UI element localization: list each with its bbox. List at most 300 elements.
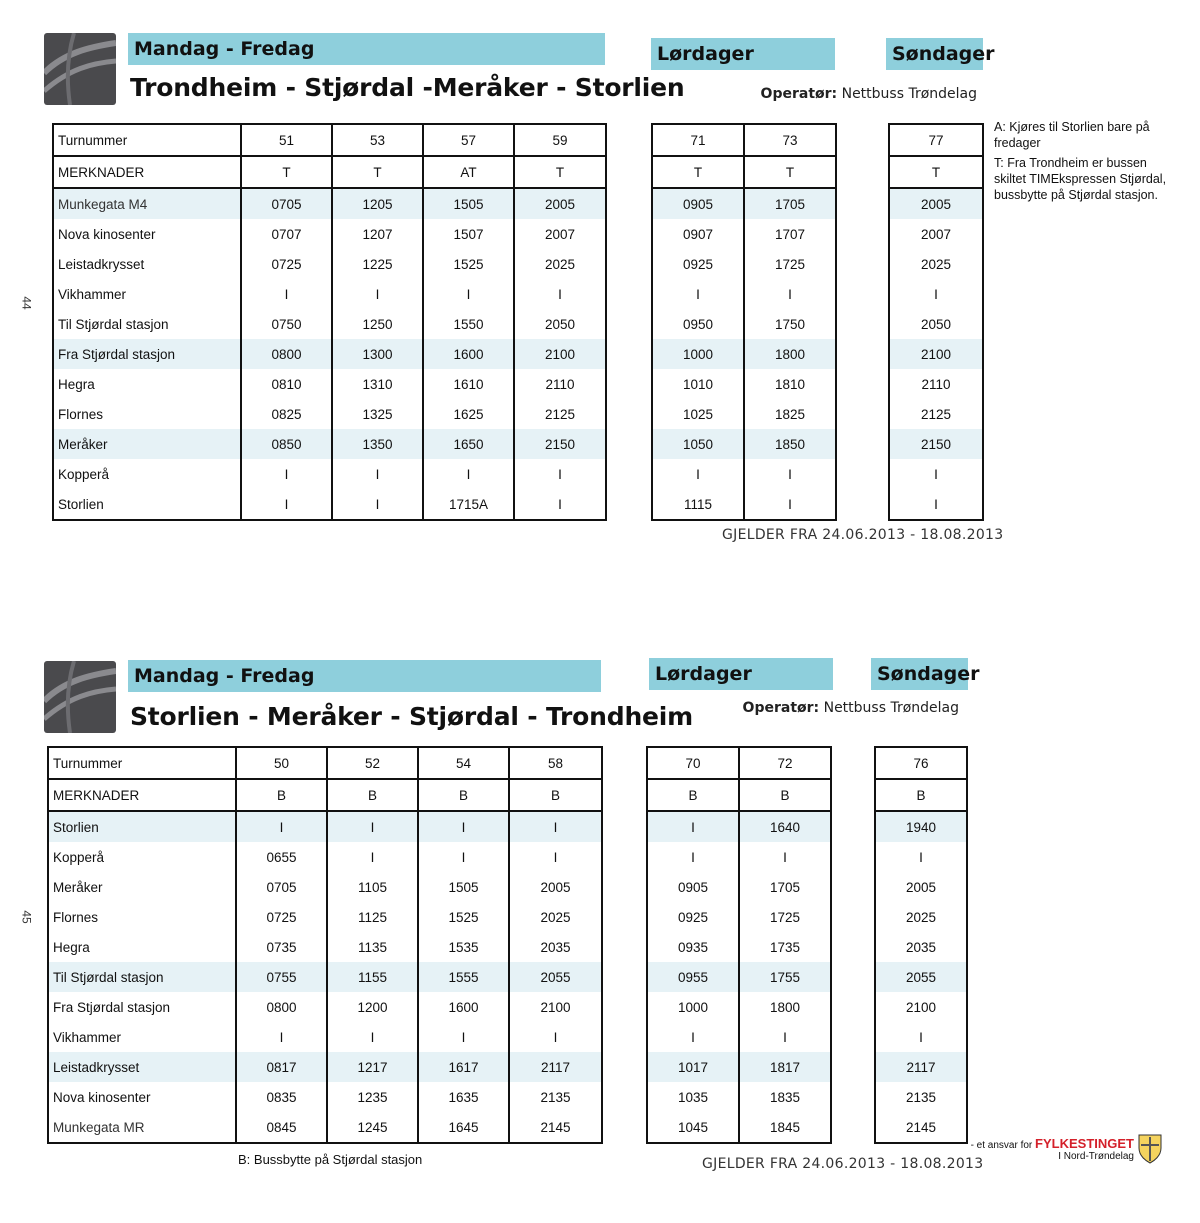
operator-label: Operatør:: [760, 86, 838, 102]
table-row: [53, 279, 606, 309]
table-row: [652, 249, 836, 279]
departure-time: 2025: [889, 249, 983, 279]
note-a: A: Kjøres til Storlien bare på fredager: [994, 120, 1150, 150]
departure-time: 0735: [236, 932, 327, 962]
departure-time: 1217: [327, 1052, 418, 1082]
departure-time: I: [744, 489, 836, 520]
departure-time: 1705: [744, 188, 836, 219]
departure-time: I: [509, 811, 602, 842]
departure-time: 2050: [889, 309, 983, 339]
departure-time: I: [875, 842, 967, 872]
departure-time: 1300: [332, 339, 423, 369]
remarks-row: [652, 156, 836, 188]
departure-time: 1800: [744, 339, 836, 369]
departure-time: I: [236, 1022, 327, 1052]
table-row: [652, 459, 836, 489]
logo: [44, 661, 116, 733]
departure-time: 0905: [647, 872, 739, 902]
departure-time: 1617: [418, 1052, 509, 1082]
stop-name: Vikhammer: [48, 1022, 236, 1052]
departure-time: 0925: [652, 249, 744, 279]
departure-time: 1635: [418, 1082, 509, 1112]
stop-name: Hegra: [53, 369, 241, 399]
departure-time: 2005: [509, 872, 602, 902]
departure-time: 2025: [514, 249, 606, 279]
stop-name: Fra Stjørdal stasjon: [48, 992, 236, 1022]
table-row: [875, 1112, 967, 1143]
table-row: [652, 399, 836, 429]
stop-name: Til Stjørdal stasjon: [53, 309, 241, 339]
departure-time: 0817: [236, 1052, 327, 1082]
table-row: [652, 279, 836, 309]
departure-time: 0707: [241, 219, 332, 249]
departure-time: 0907: [652, 219, 744, 249]
logo: [44, 33, 116, 105]
departure-time: 1735: [739, 932, 831, 962]
departure-time: 2055: [509, 962, 602, 992]
run-number: 76: [875, 747, 967, 779]
row-label: Turnummer: [48, 747, 236, 779]
stop-name: Storlien: [48, 811, 236, 842]
table-row: [647, 1052, 831, 1082]
departure-time: 1205: [332, 188, 423, 219]
remark-code: B: [509, 779, 602, 811]
departure-time: 1105: [327, 872, 418, 902]
departure-time: I: [514, 489, 606, 520]
table-row: [53, 249, 606, 279]
table-row: [647, 992, 831, 1022]
departure-time: 1200: [327, 992, 418, 1022]
table-row: [48, 1022, 602, 1052]
table-row: [875, 842, 967, 872]
stop-name: Flornes: [48, 902, 236, 932]
departure-time: 0925: [647, 902, 739, 932]
departure-time: 2145: [875, 1112, 967, 1143]
stop-name: Fra Stjørdal stasjon: [53, 339, 241, 369]
departure-time: I: [241, 489, 332, 520]
table-row: [875, 992, 967, 1022]
remark-code: B: [875, 779, 967, 811]
departure-time: 2025: [875, 902, 967, 932]
departure-time: 1817: [739, 1052, 831, 1082]
departure-time: 1245: [327, 1112, 418, 1143]
stop-name: Kopperå: [53, 459, 241, 489]
remark-code: B: [739, 779, 831, 811]
departure-time: I: [423, 459, 514, 489]
departure-time: 1310: [332, 369, 423, 399]
departure-time: 0935: [647, 932, 739, 962]
run-number: 70: [647, 747, 739, 779]
stop-name: Flornes: [53, 399, 241, 429]
table-row: [875, 1052, 967, 1082]
sunday-header: Søndager: [871, 658, 968, 690]
coat-of-arms-icon: [1138, 1134, 1162, 1164]
run-number-row: [652, 124, 836, 156]
departure-time: 2055: [875, 962, 967, 992]
operator-label: Operatør:: [742, 700, 820, 716]
run-number: 58: [509, 747, 602, 779]
weekday-header: Mandag - Fredag: [128, 33, 605, 65]
table-row: [53, 459, 606, 489]
table-row: [875, 932, 967, 962]
departure-time: 1250: [332, 309, 423, 339]
run-number-row: [48, 747, 602, 779]
table-row: [647, 932, 831, 962]
stop-name: Storlien: [53, 489, 241, 520]
remarks-row: [889, 156, 983, 188]
departure-time: I: [509, 1022, 602, 1052]
departure-time: I: [514, 279, 606, 309]
departure-time: 1125: [327, 902, 418, 932]
departure-time: 1800: [739, 992, 831, 1022]
departure-time: I: [647, 1022, 739, 1052]
operator-name: Nettbuss Trøndelag: [841, 86, 977, 102]
departure-time: 0850: [241, 429, 332, 459]
departure-time: I: [889, 489, 983, 520]
table-row: [889, 279, 983, 309]
remark-code: T: [514, 156, 606, 188]
departure-time: 1715A: [423, 489, 514, 520]
route-title: Storlien - Meråker - Stjørdal - Trondheim: [130, 702, 694, 731]
table-row: [652, 369, 836, 399]
departure-time: I: [739, 1022, 831, 1052]
departure-time: 2117: [509, 1052, 602, 1082]
departure-time: 1135: [327, 932, 418, 962]
remarks-row: [875, 779, 967, 811]
departure-time: 1645: [418, 1112, 509, 1143]
departure-time: 2117: [875, 1052, 967, 1082]
run-number: 57: [423, 124, 514, 156]
table-row: [652, 309, 836, 339]
sunday-header: Søndager: [886, 38, 983, 70]
departure-time: 2035: [509, 932, 602, 962]
departure-time: I: [418, 1022, 509, 1052]
remark-code: B: [236, 779, 327, 811]
table-row: [889, 369, 983, 399]
departure-time: 1505: [418, 872, 509, 902]
departure-time: 2007: [514, 219, 606, 249]
departure-time: I: [647, 811, 739, 842]
operator-line: [742, 700, 959, 716]
departure-time: 0705: [241, 188, 332, 219]
departure-time: 1845: [739, 1112, 831, 1143]
run-number: 51: [241, 124, 332, 156]
stop-name: Kopperå: [48, 842, 236, 872]
table-row: [889, 339, 983, 369]
table-row: [647, 872, 831, 902]
table-row: [53, 369, 606, 399]
departure-time: I: [739, 842, 831, 872]
remark-code: AT: [423, 156, 514, 188]
run-number-row: [875, 747, 967, 779]
departure-time: I: [744, 279, 836, 309]
table-row: [48, 872, 602, 902]
departure-time: I: [332, 279, 423, 309]
departure-time: I: [514, 459, 606, 489]
departure-time: I: [652, 459, 744, 489]
remarks-row: [53, 156, 606, 188]
footnote-b: B: Bussbytte på Stjørdal stasjon: [238, 1152, 423, 1167]
table-row: [48, 1082, 602, 1112]
remarks-row: [647, 779, 831, 811]
saturday-header: Lørdager: [649, 658, 833, 690]
departure-time: 0810: [241, 369, 332, 399]
stop-name: Munkegata MR: [48, 1112, 236, 1143]
departure-time: 1835: [739, 1082, 831, 1112]
stop-name: Hegra: [48, 932, 236, 962]
table-row: [48, 1112, 602, 1143]
run-number: 53: [332, 124, 423, 156]
table-row: [889, 489, 983, 520]
run-number: 52: [327, 747, 418, 779]
table-row: [889, 309, 983, 339]
departure-time: I: [889, 279, 983, 309]
departure-time: I: [332, 459, 423, 489]
departure-time: 0800: [241, 339, 332, 369]
table-row: [48, 992, 602, 1022]
departure-time: 1045: [647, 1112, 739, 1143]
remark-code: B: [327, 779, 418, 811]
table-row: [53, 188, 606, 219]
remark-code: B: [647, 779, 739, 811]
departure-time: 0905: [652, 188, 744, 219]
departure-time: 2025: [509, 902, 602, 932]
table-row: [875, 872, 967, 902]
table-row: [652, 339, 836, 369]
departure-time: 1755: [739, 962, 831, 992]
departure-time: 2005: [514, 188, 606, 219]
departure-time: 1535: [418, 932, 509, 962]
stop-name: Meråker: [48, 872, 236, 902]
table-row: [889, 219, 983, 249]
departure-time: 1525: [418, 902, 509, 932]
run-number: 54: [418, 747, 509, 779]
timetable-saturday: [651, 123, 837, 521]
table-row: [48, 902, 602, 932]
departure-time: 0825: [241, 399, 332, 429]
table-row: [652, 188, 836, 219]
table-row: [647, 842, 831, 872]
departure-time: 1010: [652, 369, 744, 399]
departure-time: I: [647, 842, 739, 872]
table-row: [53, 489, 606, 520]
departure-time: 1550: [423, 309, 514, 339]
timetable-sunday: [888, 123, 984, 521]
row-label: MERKNADER: [48, 779, 236, 811]
departure-time: 1207: [332, 219, 423, 249]
departure-time: 1810: [744, 369, 836, 399]
departure-time: 2110: [889, 369, 983, 399]
operator-name: Nettbuss Trøndelag: [823, 700, 959, 716]
departure-time: 1850: [744, 429, 836, 459]
departure-time: 2100: [509, 992, 602, 1022]
departure-time: 0835: [236, 1082, 327, 1112]
logo-swoosh-icon: [44, 33, 116, 105]
departure-time: 0705: [236, 872, 327, 902]
timetable-weekday: [52, 123, 607, 521]
table-row: [875, 1082, 967, 1112]
departure-time: 2135: [509, 1082, 602, 1112]
table-row: [48, 962, 602, 992]
table-row: [652, 429, 836, 459]
stop-name: Munkegata M4: [53, 188, 241, 219]
departure-time: 2125: [514, 399, 606, 429]
departure-time: 0750: [241, 309, 332, 339]
departure-time: 1235: [327, 1082, 418, 1112]
departure-time: I: [875, 1022, 967, 1052]
remark-code: T: [889, 156, 983, 188]
remark-code: T: [652, 156, 744, 188]
departure-time: 1825: [744, 399, 836, 429]
logo-swoosh-icon: [44, 661, 116, 733]
page-number: 45: [19, 910, 34, 924]
stop-name: Nova kinosenter: [53, 219, 241, 249]
departure-time: 0845: [236, 1112, 327, 1143]
departure-time: I: [744, 459, 836, 489]
departure-time: 2110: [514, 369, 606, 399]
departure-time: 0655: [236, 842, 327, 872]
timetable-weekday: [47, 746, 603, 1144]
departure-time: 1050: [652, 429, 744, 459]
remark-code: T: [241, 156, 332, 188]
valid-period: GJELDER FRA 24.06.2013 - 18.08.2013: [722, 527, 1004, 543]
departure-time: 1625: [423, 399, 514, 429]
departure-time: 2135: [875, 1082, 967, 1112]
stop-name: Nova kinosenter: [48, 1082, 236, 1112]
table-row: [652, 489, 836, 520]
departure-time: 1017: [647, 1052, 739, 1082]
table-row: [48, 932, 602, 962]
departure-time: 0950: [652, 309, 744, 339]
departure-time: 1225: [332, 249, 423, 279]
stop-name: Til Stjørdal stasjon: [48, 962, 236, 992]
saturday-header: Lørdager: [651, 38, 835, 70]
departure-time: 1525: [423, 249, 514, 279]
departure-time: 2007: [889, 219, 983, 249]
footer-prefix: - et ansvar for: [970, 1140, 1033, 1151]
row-label: Turnummer: [53, 124, 241, 156]
departure-time: 1350: [332, 429, 423, 459]
table-row: [48, 811, 602, 842]
run-number: 73: [744, 124, 836, 156]
departure-time: 1750: [744, 309, 836, 339]
table-row: [647, 811, 831, 842]
departure-time: 0755: [236, 962, 327, 992]
run-number: 77: [889, 124, 983, 156]
table-row: [875, 902, 967, 932]
departure-time: I: [241, 279, 332, 309]
departure-time: 1115: [652, 489, 744, 520]
departure-time: 1650: [423, 429, 514, 459]
departure-time: 1325: [332, 399, 423, 429]
departure-time: 1725: [739, 902, 831, 932]
table-row: [53, 309, 606, 339]
table-row: [53, 399, 606, 429]
departure-time: 0725: [236, 902, 327, 932]
departure-time: 2100: [875, 992, 967, 1022]
run-number-row: [647, 747, 831, 779]
departure-time: I: [241, 459, 332, 489]
departure-time: 2035: [875, 932, 967, 962]
table-row: [647, 1112, 831, 1143]
valid-period: GJELDER FRA 24.06.2013 - 18.08.2013: [702, 1156, 984, 1172]
table-row: [889, 399, 983, 429]
departure-time: I: [332, 489, 423, 520]
departure-time: 2125: [889, 399, 983, 429]
departure-time: 2050: [514, 309, 606, 339]
remark-code: T: [332, 156, 423, 188]
departure-time: I: [652, 279, 744, 309]
run-number-row: [53, 124, 606, 156]
table-row: [53, 219, 606, 249]
departure-time: I: [423, 279, 514, 309]
departure-time: 2150: [514, 429, 606, 459]
stop-name: Vikhammer: [53, 279, 241, 309]
route-title: Trondheim - Stjørdal -Meråker - Storlien: [130, 73, 685, 102]
footer-brand-name: FYLKESTINGET: [1035, 1136, 1134, 1151]
stop-name: Meråker: [53, 429, 241, 459]
footer-brand: [960, 1136, 1134, 1162]
table-row: [53, 339, 606, 369]
stop-name: Leistadkrysset: [53, 249, 241, 279]
departure-time: 1025: [652, 399, 744, 429]
remarks-row: [48, 779, 602, 811]
timetable-saturday: [646, 746, 832, 1144]
remark-code: B: [418, 779, 509, 811]
table-row: [48, 842, 602, 872]
departure-time: 2005: [889, 188, 983, 219]
table-row: [889, 249, 983, 279]
departure-time: 1610: [423, 369, 514, 399]
table-row: [889, 188, 983, 219]
departure-time: 2150: [889, 429, 983, 459]
table-row: [889, 429, 983, 459]
departure-time: I: [327, 842, 418, 872]
notes: [994, 119, 1174, 207]
departure-time: 1035: [647, 1082, 739, 1112]
departure-time: 1725: [744, 249, 836, 279]
departure-time: 1940: [875, 811, 967, 842]
run-number: 59: [514, 124, 606, 156]
run-number-row: [889, 124, 983, 156]
row-label: MERKNADER: [53, 156, 241, 188]
departure-time: I: [509, 842, 602, 872]
stop-name: Leistadkrysset: [48, 1052, 236, 1082]
departure-time: 1155: [327, 962, 418, 992]
remark-code: T: [744, 156, 836, 188]
departure-time: 1600: [423, 339, 514, 369]
departure-time: 2145: [509, 1112, 602, 1143]
departure-time: 0725: [241, 249, 332, 279]
departure-time: 1507: [423, 219, 514, 249]
departure-time: I: [327, 811, 418, 842]
departure-time: I: [418, 811, 509, 842]
departure-time: 1000: [647, 992, 739, 1022]
table-row: [647, 902, 831, 932]
run-number: 72: [739, 747, 831, 779]
table-row: [652, 219, 836, 249]
departure-time: 0955: [647, 962, 739, 992]
table-row: [875, 811, 967, 842]
page-number: 44: [19, 296, 34, 310]
table-row: [875, 1022, 967, 1052]
departure-time: 1600: [418, 992, 509, 1022]
timetable-sunday: [874, 746, 968, 1144]
departure-time: 1555: [418, 962, 509, 992]
table-row: [647, 1082, 831, 1112]
operator-line: [760, 86, 977, 102]
departure-time: 2005: [875, 872, 967, 902]
